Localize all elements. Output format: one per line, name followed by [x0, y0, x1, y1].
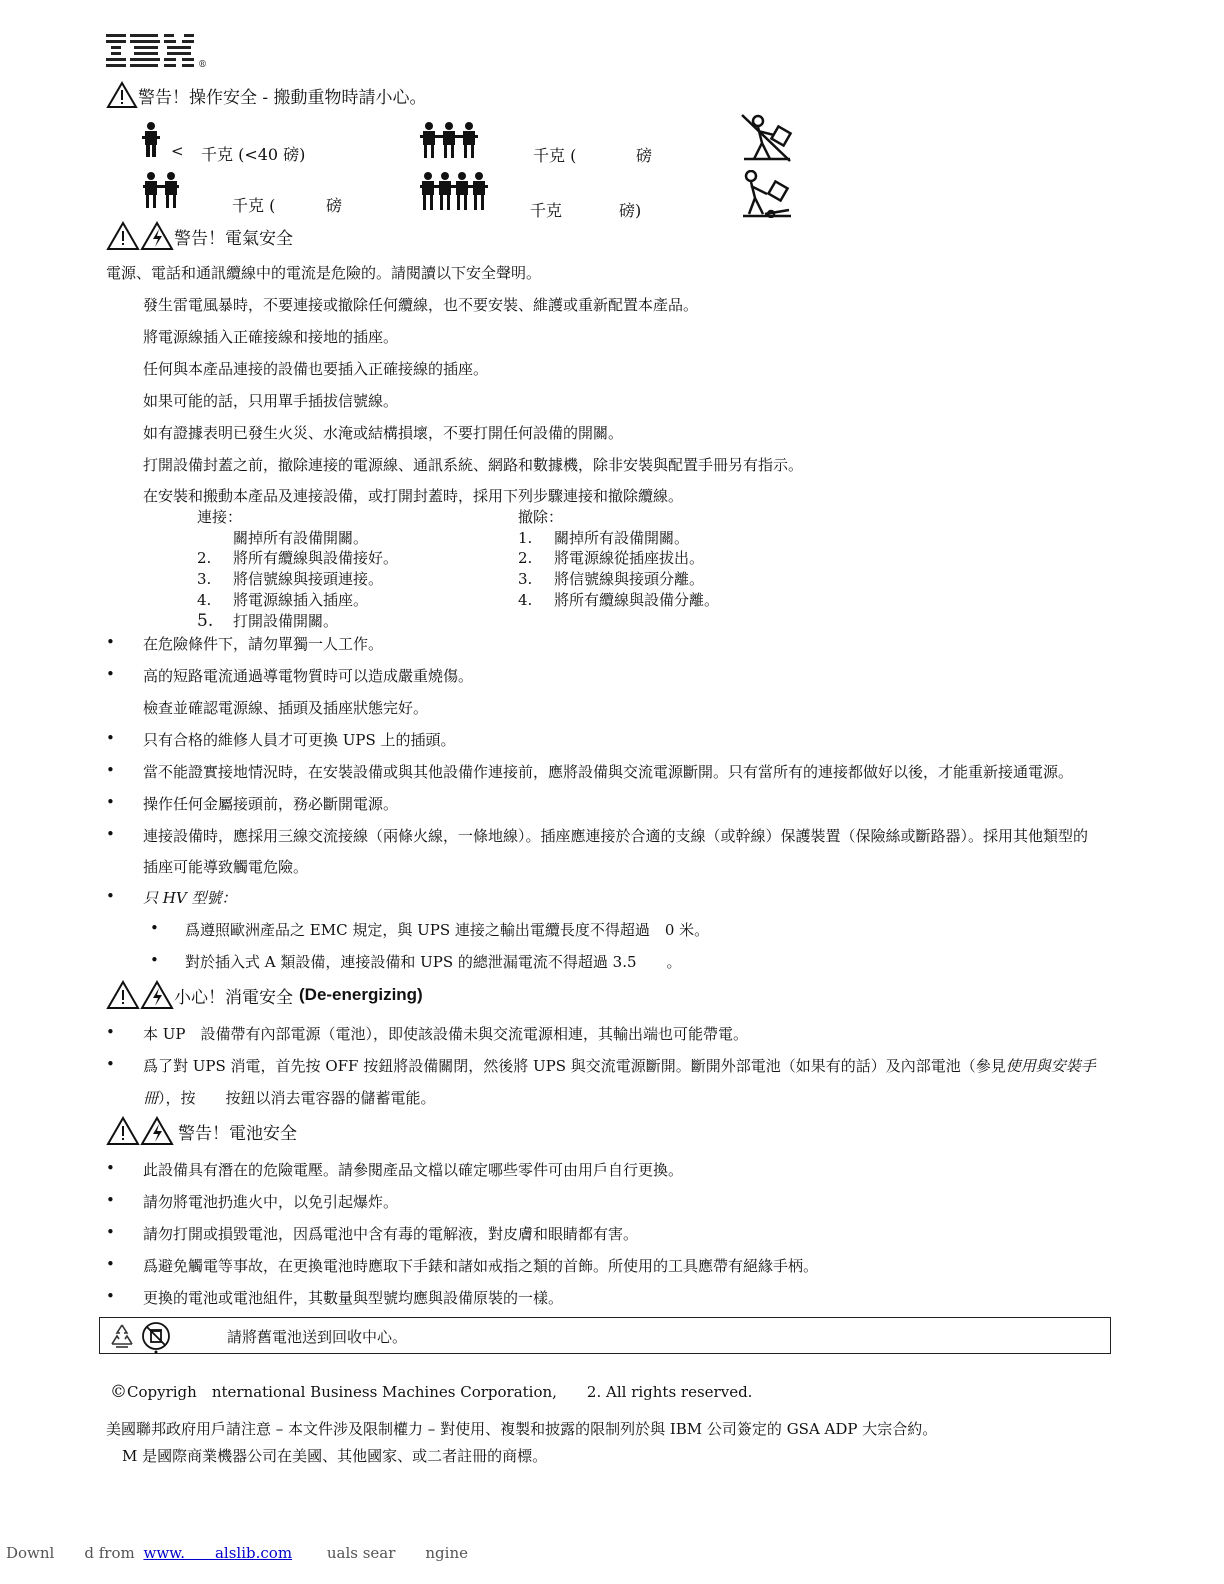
- list-item-text: 當不能證實接地情況時，在安裝設備或與其他設備作連接前，應將設備與交流電源斷開。只有當所有的連接都做好以後，才能重新接通電源。: [143, 763, 1074, 781]
- electrical-heading-text: 警告！電氣安全: [174, 228, 293, 249]
- hv-title: 只 HV 型號：: [143, 889, 237, 907]
- disconnect-title: 撤除：: [518, 508, 564, 526]
- gsa-notice: 美國聯邦政府用戶請注意 – 本文件涉及限制權力 – 對使用、複製和披露的限制列於與 IBM 公司簽定的 GSA ADP 大宗合約。: [106, 1420, 938, 1438]
- four-person-icon: [420, 172, 488, 214]
- bullet-dot: •: [106, 1191, 115, 1209]
- lifting-heading-text: 警告！操作安全 - 搬動重物時請小心。: [138, 87, 427, 108]
- lifting-heading: [106, 81, 427, 109]
- connect-step: 5. 打開設備開關。: [197, 611, 339, 631]
- list-item-text: 本 UP 設備帶有內部電源（電池），即使該設備未與交流電源相連，其輸出端也可能帶電。: [143, 1025, 749, 1043]
- list-item-text: 爲避免觸電等事故，在更換電池時應取下手錶和諸如戒指之類的首飾。所使用的工具應帶有絕緣手柄。: [143, 1257, 819, 1275]
- ibm-logo: [106, 32, 207, 76]
- bullet-dot: •: [106, 1159, 115, 1177]
- electrical-item: 如有證據表明已發生火災、水淹或結構損壞，不要打開任何設備的開關。: [143, 424, 624, 442]
- disconnect-step: 2. 將電源線從插座拔出。: [518, 549, 705, 567]
- battery-heading-text: 警告！電池安全: [178, 1123, 297, 1144]
- bullet-dot: •: [106, 887, 115, 905]
- bullet-dot: •: [106, 633, 115, 651]
- two-person-lb: 磅: [326, 196, 343, 215]
- three-person-kg: 千克 (: [533, 146, 577, 165]
- list-item-text: 更換的電池或電池組件，其數量與型號均應與設備原裝的一樣。: [143, 1289, 564, 1307]
- disconnect-step: 1. 關掉所有設備開關。: [518, 529, 690, 547]
- electric-hazard-icon: [140, 1116, 174, 1146]
- disconnect-step: 4. 將所有纜線與設備分離。: [518, 591, 720, 609]
- electric-hazard-icon: [140, 221, 174, 251]
- one-person-weight: 千克 (<40 磅): [201, 145, 306, 164]
- footer-suffix: uals sear ngine: [326, 1544, 468, 1562]
- one-person-icon: [142, 122, 160, 158]
- connect-step: 3. 將信號線與接頭連接。: [197, 570, 384, 588]
- one-person-lt: <: [171, 142, 184, 160]
- two-person-icon: [143, 172, 179, 210]
- bullet-dot: •: [106, 761, 115, 779]
- connect-step: 關掉所有設備開關。: [233, 529, 369, 547]
- electrical-item: 在安裝和搬動本產品及連接設備，或打開封蓋時，採用下列步驟連接和撤除纜線。: [143, 487, 684, 505]
- bullet-dot: •: [150, 919, 159, 937]
- hand-truck-icon: [741, 170, 793, 218]
- electrical-item: 發生雷電風暴時，不要連接或撤除任何纜線，也不要安裝、維護或重新配置本產品。: [143, 296, 699, 314]
- footer-prefix: Downl d from: [6, 1544, 135, 1562]
- trademark-notice: M 是國際商業機器公司在美國、其他國家、或二者註冊的商標。: [122, 1447, 548, 1465]
- list-item-text: 只有合格的維修人員才可更換 UPS 上的插頭。: [143, 731, 456, 749]
- registered-mark: ®: [198, 60, 207, 70]
- connect-title: 連接：: [197, 508, 243, 526]
- list-item-text: 爲了對 UPS 消電，首先按 OFF 按鈕將設備關閉，然後將 UPS 與交流電源斷開。斷開外部電池（如果有的話）及內部電池（參見使用與安裝手: [143, 1057, 1096, 1075]
- footer-link[interactable]: www. alslib.com: [143, 1544, 293, 1562]
- electrical-item: 任何與本產品連接的設備也要插入正確接線的插座。: [143, 360, 489, 378]
- deenergize-heading-en: (De-energizing): [299, 985, 423, 1004]
- electrical-item: 如果可能的話，只用單手插拔信號線。: [143, 392, 399, 410]
- bullet-dot: •: [106, 1287, 115, 1305]
- copyright-symbol: ©: [110, 1382, 127, 1402]
- list-item-text: 檢查並確認電源線、插頭及插座狀態完好。: [143, 699, 429, 717]
- list-item-text: 對於插入式 A 類設備，連接設備和 UPS 的總泄漏電流不得超過 3.5 。: [185, 953, 682, 971]
- list-item-text: 高的短路電流通過導電物質時可以造成嚴重燒傷。: [143, 667, 474, 685]
- three-person-lb: 磅: [636, 146, 653, 165]
- list-item-text: 請勿打開或損毀電池，因爲電池中含有毒的電解液，對皮膚和眼睛都有害。: [143, 1225, 639, 1243]
- electrical-item: 將電源線插入正確接線和接地的插座。: [143, 328, 399, 346]
- recycle-notice-box: [99, 1317, 1111, 1354]
- warning-triangle-icon: [106, 81, 138, 109]
- list-item-text: 請勿將電池扔進火中，以免引起爆炸。: [143, 1193, 399, 1211]
- electrical-intro: 電源、電話和通訊纜線中的電流是危險的。請閱讀以下安全聲明。: [106, 264, 542, 282]
- footer: [6, 1542, 468, 1563]
- disconnect-step: 3. 將信號線與接頭分離。: [518, 570, 705, 588]
- bullet-dot: •: [106, 825, 115, 843]
- bullet-dot: •: [150, 951, 159, 969]
- list-item-continuation: 冊），按 按鈕以消去電容器的儲蓄電能。: [143, 1089, 436, 1107]
- list-item-text: 連接設備時，應採用三線交流接線（兩條火線，一條地線）。插座應連接於合適的支線（或幹線）保護裝置（保險絲或斷路器）。採用其他類型的: [143, 827, 1089, 845]
- electrical-heading: [106, 221, 293, 251]
- list-item-text: 爲遵照歐洲產品之 EMC 規定，與 UPS 連接之輸出電纜長度不得超過 0 米。: [185, 921, 710, 939]
- bullet-dot: •: [106, 1055, 115, 1073]
- electric-hazard-icon: [140, 980, 174, 1010]
- no-manual-lift-icon: [740, 113, 794, 163]
- list-item-text: 此設備具有潛在的危險電壓。請參閱產品文檔以確定哪些零件可由用戶自行更換。: [143, 1161, 684, 1179]
- deenergize-heading: [106, 980, 423, 1010]
- warning-triangle-icon: [106, 1116, 140, 1146]
- two-person-kg: 千克 (: [232, 196, 276, 215]
- bullet-dot: •: [106, 1223, 115, 1241]
- bullet-dot: •: [106, 1255, 115, 1273]
- list-item-text: 插座可能導致觸電危險。: [143, 858, 309, 876]
- four-person-kg: 千克: [530, 201, 563, 220]
- no-trash-icon: [140, 1320, 172, 1354]
- copyright-text: Copyrigh nternational Business Machines Corporation, 2. All rights reserved.: [127, 1383, 753, 1401]
- bullet-dot: •: [106, 665, 115, 683]
- three-person-icon: [420, 122, 478, 160]
- bullet-dot: •: [106, 793, 115, 811]
- list-item-text: 在危險條件下，請勿單獨一人工作。: [143, 635, 384, 653]
- recycle-icon: [108, 1322, 136, 1350]
- bullet-dot: •: [106, 729, 115, 747]
- bullet-dot: •: [106, 1023, 115, 1041]
- warning-triangle-icon: [106, 980, 140, 1010]
- electrical-item: 打開設備封蓋之前，撤除連接的電源線、通訊系統、網路和數據機，除非安裝與配置手冊另有指示。: [143, 456, 804, 474]
- copyright: [110, 1381, 752, 1402]
- list-item-text: 操作任何金屬接頭前，務必斷開電源。: [143, 795, 399, 813]
- connect-step: 4. 將電源線插入插座。: [197, 591, 369, 609]
- warning-triangle-icon: [106, 221, 140, 251]
- four-person-lb: 磅): [619, 201, 642, 220]
- battery-heading: [106, 1116, 297, 1146]
- recycle-notice-text: 請將舊電池送到回收中心。: [227, 1328, 408, 1346]
- connect-step: 2. 將所有纜線與設備接好。: [197, 549, 399, 567]
- deenergize-heading-text: 小心！消電安全: [174, 987, 293, 1008]
- ibm-logo-icon: [106, 32, 198, 72]
